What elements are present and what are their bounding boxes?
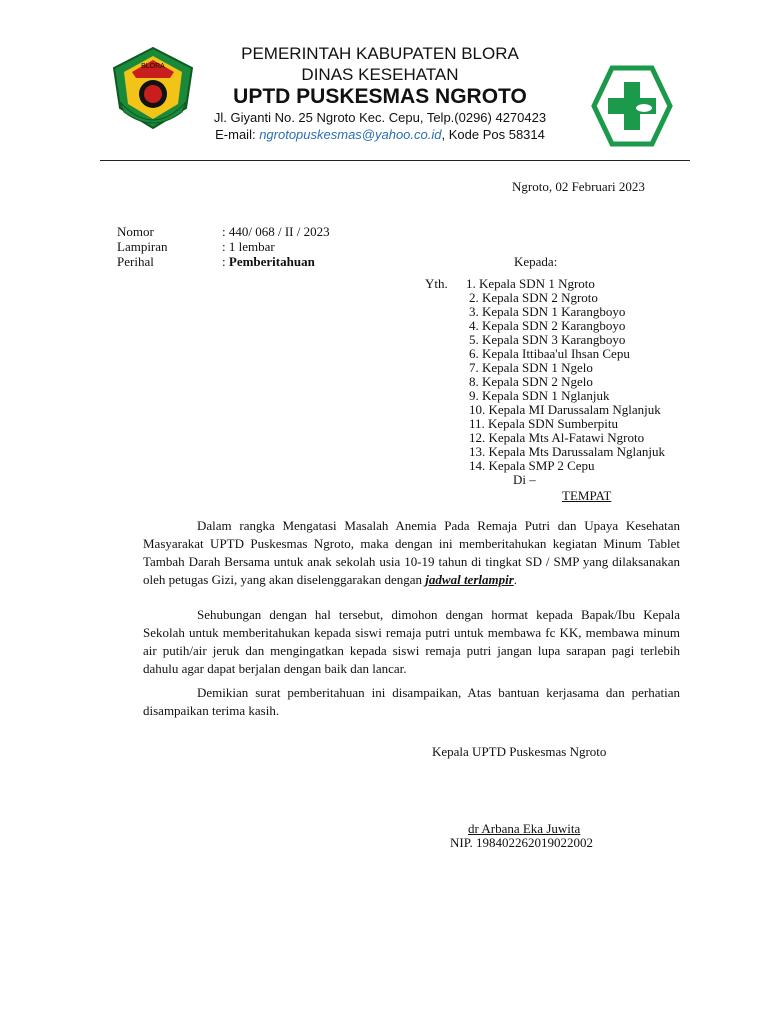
- schedule-emphasis: jadwal terlampir: [425, 572, 514, 587]
- kepada-label: Kepada:: [514, 254, 558, 269]
- list-item: 7. Kepala SDN 1 Ngelo: [469, 360, 593, 375]
- list-item: 1. Kepala SDN 1 Ngroto: [466, 276, 595, 291]
- body-paragraph-1: [143, 517, 680, 589]
- address-line: Jl. Giyanti No. 25 Ngroto Kec. Cepu, Telp.(0296) 4270423: [213, 110, 547, 125]
- paragraph-1-end: .: [513, 572, 518, 587]
- perihal-colon: :: [222, 254, 229, 269]
- yth-label: Yth.: [425, 276, 448, 291]
- list-item: 9. Kepala SDN 1 Nglanjuk: [469, 388, 610, 403]
- signatory-name: dr Arbana Eka Juwita: [468, 821, 581, 836]
- tempat-label: TEMPAT: [562, 488, 612, 503]
- list-item: 11. Kepala SDN Sumberpitu: [469, 416, 618, 431]
- paragraph-3-text: Demikian surat pemberitahuan ini disampaikan, Atas bantuan kerjasama dan perhatian disampaikan terima kasih.: [143, 685, 680, 718]
- email-link[interactable]: ngrotopuskesmas@yahoo.co.id: [259, 127, 442, 142]
- list-item: 10. Kepala MI Darussalam Nglanjuk: [469, 402, 661, 417]
- list-item: 8. Kepala SDN 2 Ngelo: [469, 374, 593, 389]
- letterhead-divider: [100, 160, 690, 161]
- list-item: 12. Kepala Mts Al-Fatawi Ngroto: [469, 430, 645, 445]
- list-item: 6. Kepala Ittibaa'ul Ihsan Cepu: [469, 346, 630, 361]
- list-item: 13. Kepala Mts Darussalam Nglanjuk: [469, 444, 666, 459]
- list-item: 5. Kepala SDN 3 Karangboyo: [469, 332, 626, 347]
- paragraph-2-text: Sehubungan dengan hal tersebut, dimohon dengan hormat kepada Bapak/Ibu Kepala Sekolah untuk memberitahukan kepada siswi remaja putri untuk membawa fc KK, membawa minum air putih/air jeruk dan mengingatkan kepada siswi remaja putri jangan lupa sarapan pagi terlebih dahulu agar dapat berjalan dengan baik dan lancar.: [143, 607, 680, 676]
- emblem-label: BLORA: [141, 63, 165, 70]
- government-name: PEMERINTAH KABUPATEN BLORA: [241, 44, 519, 63]
- di-label: Di –: [513, 472, 536, 487]
- date-line: Ngroto, 02 Februari 2023: [512, 179, 645, 194]
- list-item: 2. Kepala SDN 2 Ngroto: [469, 290, 598, 305]
- lampiran-label: Lampiran: [117, 239, 168, 254]
- signatory-position: Kepala UPTD Puskesmas Ngroto: [432, 744, 607, 759]
- lampiran-value: : 1 lembar: [222, 239, 275, 254]
- puskesmas-logo: [590, 64, 674, 148]
- list-item: 3. Kepala SDN 1 Karangboyo: [469, 304, 626, 319]
- nomor-value: : 440/ 068 / II / 2023: [222, 224, 330, 239]
- postal-code: , Kode Pos 58314: [441, 127, 545, 142]
- list-item: 4. Kepala SDN 2 Karangboyo: [469, 318, 626, 333]
- contact-line: [170, 127, 590, 142]
- unit-name: UPTD PUSKESMAS NGROTO: [233, 85, 527, 108]
- email-label: E-mail:: [215, 127, 260, 142]
- perihal-value: [222, 255, 315, 269]
- list-item: 14. Kepala SMP 2 Cepu: [469, 458, 595, 473]
- paragraph-1-text: Dalam rangka Mengatasi Masalah Anemia Pada Remaja Putri dan Upaya Kesehatan Masyarakat UPTD Puskesmas Ngroto, maka dengan ini memberitahukan kegiatan Minum Tablet Tambah Darah Bersama untuk anak sekolah usia 10-19 tahun di tingkat SD / SMP yang dilaksanakan oleh petugas Gizi, yang akan diselenggarakan dengan: [143, 518, 680, 587]
- office-name: DINAS KESEHATAN: [301, 65, 459, 84]
- perihal-subject: Pemberitahuan: [228, 254, 315, 269]
- nomor-label: Nomor: [117, 224, 154, 239]
- perihal-label: Perihal: [117, 254, 154, 269]
- body-paragraph-3: [143, 684, 680, 720]
- signatory-nip: NIP. 198402262019022002: [450, 835, 594, 850]
- body-paragraph-2: [143, 606, 680, 678]
